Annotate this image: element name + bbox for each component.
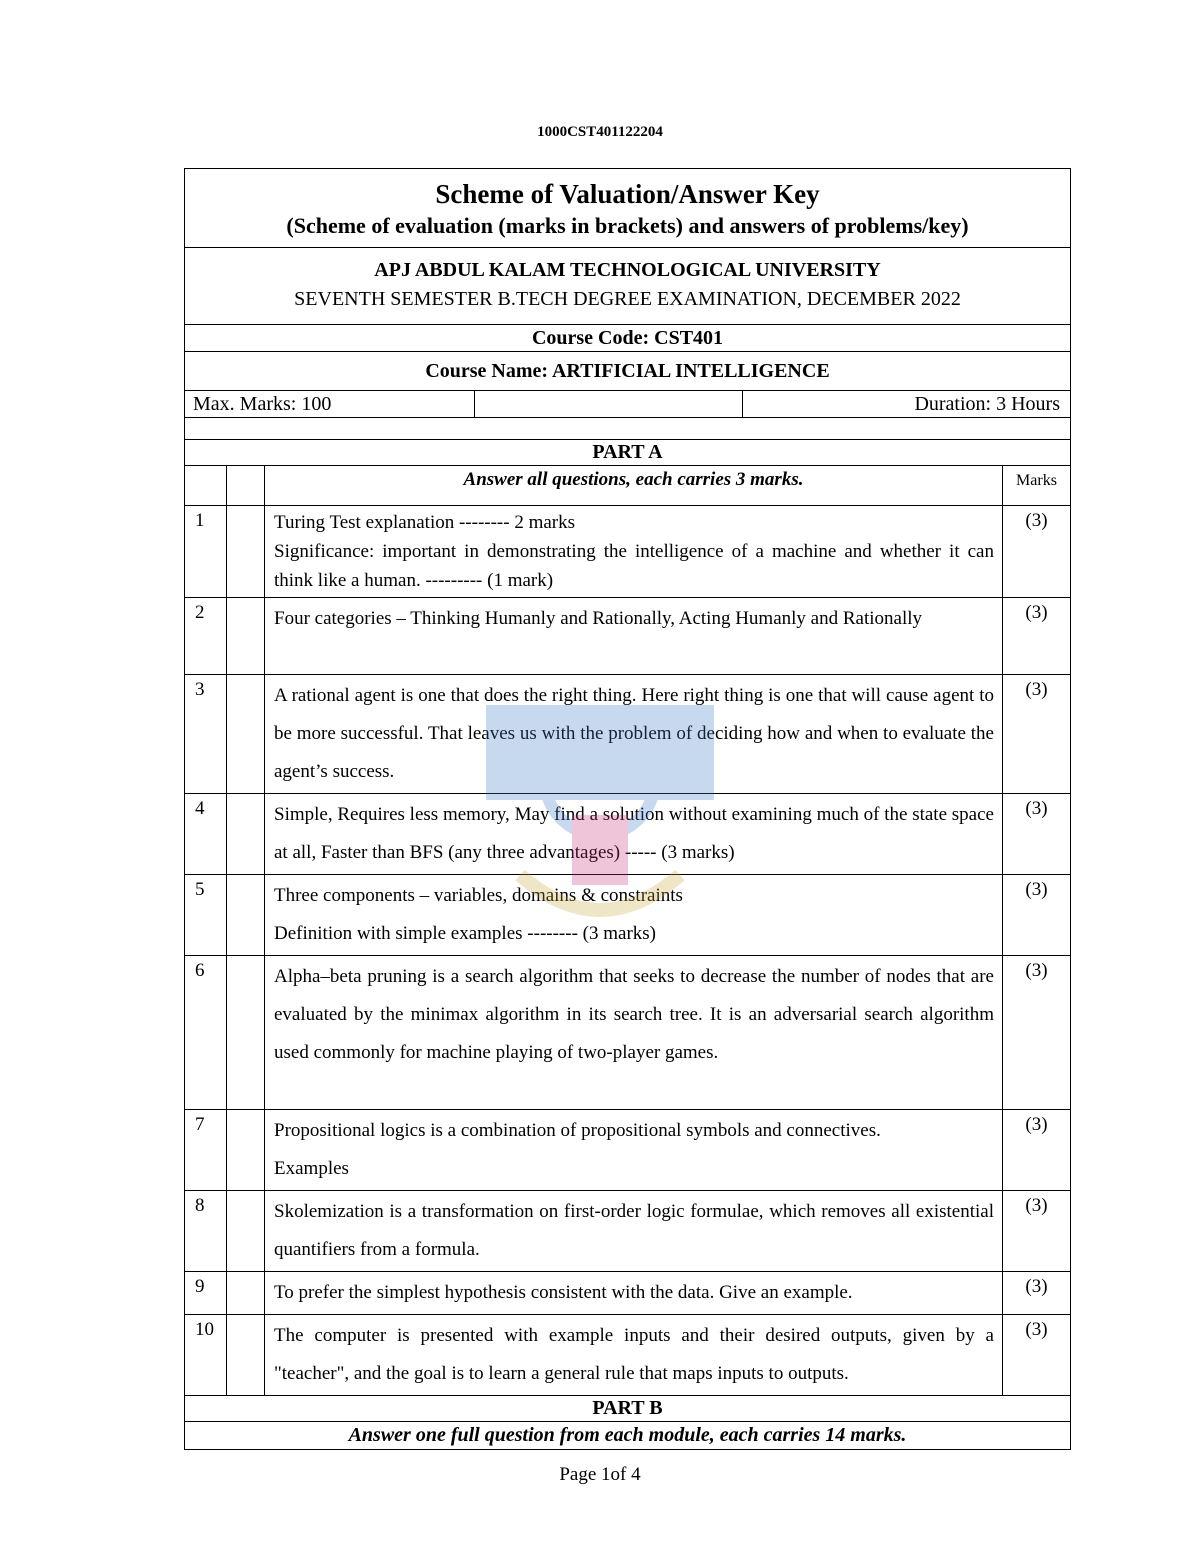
question-number: 8 [185,1191,227,1272]
blank-cell [475,391,743,417]
question-marks: (3) [1003,794,1071,875]
question-number: 4 [185,794,227,875]
question-row [185,956,1071,1110]
answer-text: Propositional logics is a combination of propositional symbols and connectives. Examples [265,1110,1003,1191]
answer-text: Skolemization is a transformation on first-order logic formulae, which removes all existential quantifiers from a formula. [265,1191,1003,1272]
question-row [185,794,1071,875]
question-number: 2 [185,598,227,675]
question-row [185,1191,1071,1272]
course-name: ARTIFICIAL INTELLIGENCE [551,360,830,382]
question-marks: (3) [1003,1315,1071,1396]
question-number: 3 [185,675,227,794]
question-marks: (3) [1003,1110,1071,1191]
part-a-instruction-row [185,466,1071,506]
document-code: 1000CST401122204 [537,124,663,140]
document-title: Scheme of Valuation/Answer Key [435,179,820,209]
university-row [185,248,1071,325]
spacer-row [185,418,1071,440]
question-row [185,598,1071,675]
question-row [185,675,1071,794]
answer-text: Simple, Requires less memory, May find a solution without examining much of the state space at all, Faster than BFS (any three advantages) ----- (3 marks) [265,794,1003,875]
course-name-label: Course Name: [425,360,552,382]
marks-duration-table [185,391,1070,417]
question-row [185,1110,1071,1191]
part-b-instruction-row [185,1422,1071,1450]
part-a-instruction: Answer all questions, each carries 3 marks. [265,466,1003,506]
answer-text: Turing Test explanation -------- 2 marks Significance: important in demonstrating the intelligence of a machine and whether it can think like a human. --------- (1 mark) [265,506,1003,598]
answer-text: The computer is presented with example inputs and their desired outputs, given by a "teacher", and the goal is to learn a general rule that maps inputs to outputs. [265,1315,1003,1396]
university-name: APJ ABDUL KALAM TECHNOLOGICAL UNIVERSITY [374,259,881,281]
course-code-row [185,325,1071,352]
part-b-title-row [185,1396,1071,1422]
answer-text: Alpha–beta pruning is a search algorithm that seeks to decrease the number of nodes that are evaluated by the minimax algorithm in its search tree. It is an adversarial search algorithm used commonly for machine playing of two-player games. [265,956,1003,1110]
question-number: 7 [185,1110,227,1191]
question-marks: (3) [1003,956,1071,1110]
part-b-title: PART B [185,1396,1071,1422]
answer-text: Four categories – Thinking Humanly and Rationally, Acting Humanly and Rationally [265,598,1003,675]
question-number: 9 [185,1272,227,1315]
answer-text: Three components – variables, domains & constraints Definition with simple examples -------- (3 marks) [265,875,1003,956]
document-subtitle: (Scheme of evaluation (marks in brackets) and answers of problems/key) [286,213,969,238]
question-row [185,1272,1071,1315]
question-marks: (3) [1003,506,1071,598]
question-number: 6 [185,956,227,1110]
part-a-title: PART A [185,440,1071,466]
question-marks: (3) [1003,598,1071,675]
page-number: Page 1of 4 [559,1464,641,1485]
duration: Duration: 3 Hours [914,393,1060,415]
question-marks: (3) [1003,1272,1071,1315]
part-b-instruction: Answer one full question from each module, each carries 14 marks. [185,1422,1071,1450]
question-marks: (3) [1003,1191,1071,1272]
course-name-row [185,352,1071,391]
marks-duration-row [185,391,1071,418]
question-number: 10 [185,1315,227,1396]
part-a-title-row [185,440,1071,466]
question-row [185,1315,1071,1396]
marks-header: Marks [1003,466,1071,506]
answer-text: A rational agent is one that does the right thing. Here right thing is one that will cause agent to be more successful. That leaves us with the problem of deciding how and when to evaluate the agent’s success. [265,675,1003,794]
max-marks: Max. Marks: 100 [185,391,475,417]
question-row [185,875,1071,956]
course-code: Course Code: CST401 [185,325,1071,352]
question-number: 1 [185,506,227,598]
question-marks: (3) [1003,675,1071,794]
answer-text: To prefer the simplest hypothesis consistent with the data. Give an example. [265,1272,1003,1315]
question-row [185,506,1071,598]
question-number: 5 [185,875,227,956]
question-marks: (3) [1003,875,1071,956]
title-row [185,169,1071,248]
answer-key-table [184,168,1071,1450]
exam-name: SEVENTH SEMESTER B.TECH DEGREE EXAMINATION, DECEMBER 2022 [294,288,961,310]
